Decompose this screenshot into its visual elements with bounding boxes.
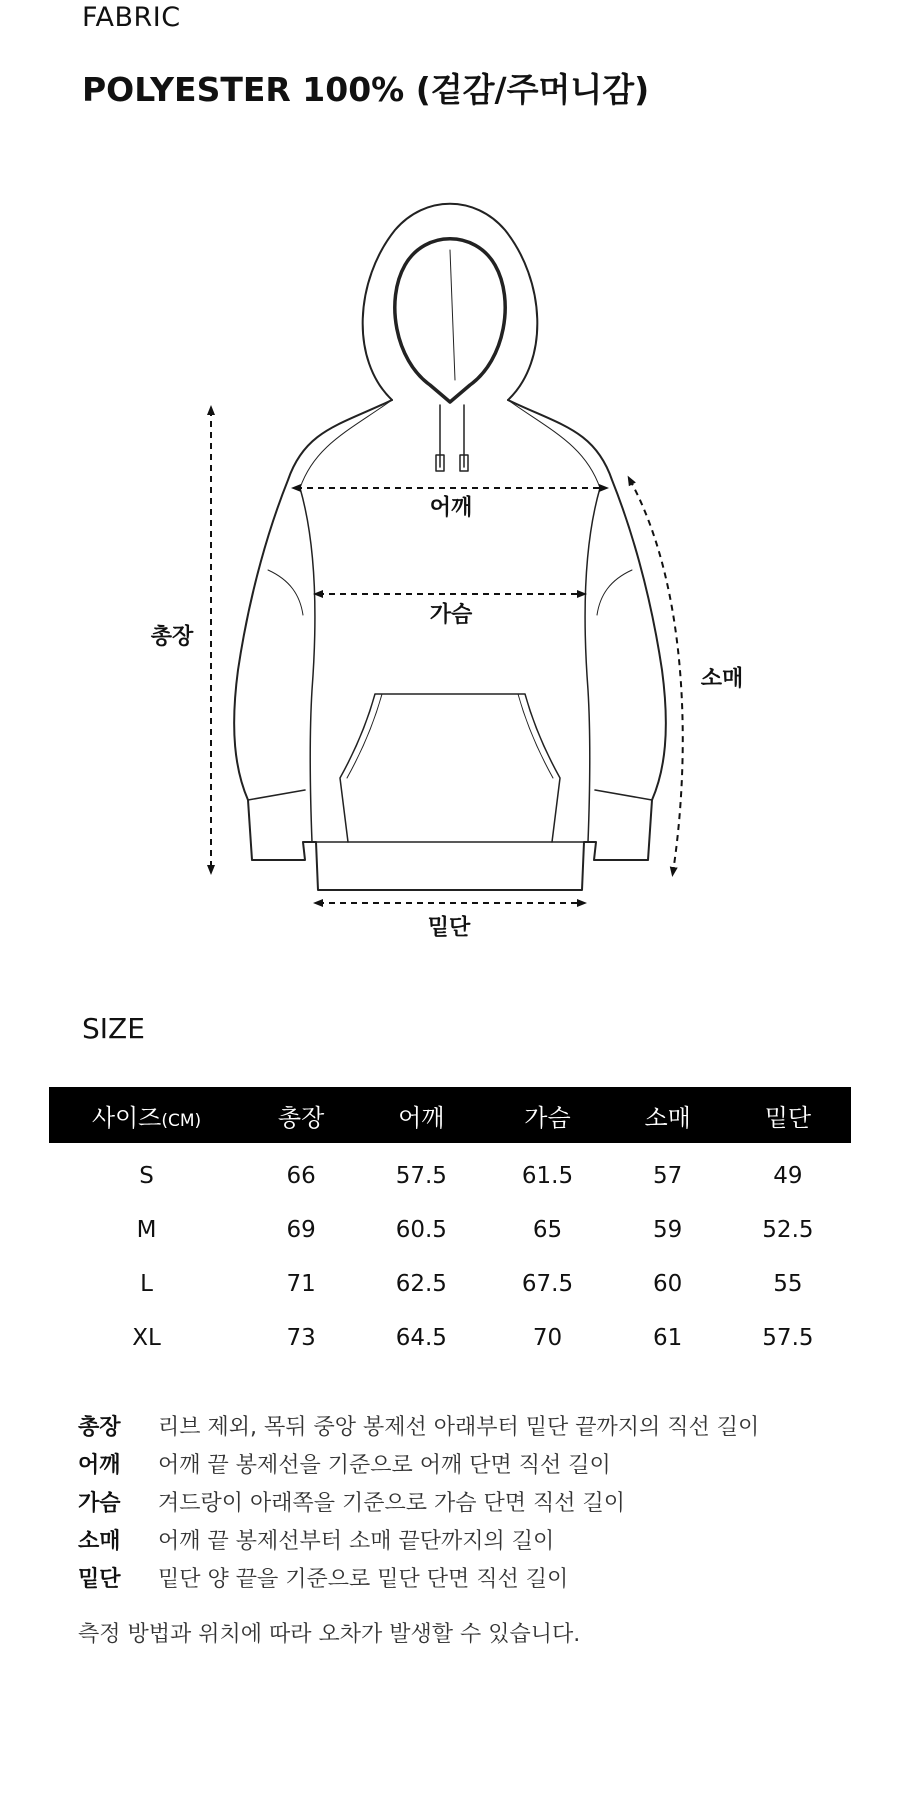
length-cell: 66: [286, 1163, 316, 1189]
header-unit: (CM): [161, 1110, 202, 1131]
sleeve-cell: 60: [653, 1271, 683, 1297]
length-cell: 71: [286, 1271, 316, 1297]
note-term: 총장: [78, 1414, 121, 1440]
hem-cell: 55: [773, 1271, 803, 1297]
size-cell: S: [139, 1163, 154, 1189]
size-cell: L: [140, 1271, 153, 1297]
header-sleeve: 소매: [611, 1087, 725, 1143]
hood-opening: [395, 239, 505, 402]
hoodie-diagram: [0, 170, 900, 970]
length-cell: 73: [286, 1325, 316, 1351]
note-row: [78, 1520, 759, 1558]
sleeve-dimension-line: [630, 480, 683, 872]
chest-cell: 67.5: [521, 1271, 574, 1297]
table-row: [49, 1203, 851, 1257]
hoodie-body-outline: [234, 400, 666, 890]
note-description: 어깨 끝 봉제선을 기준으로 어깨 단면 직선 길이: [158, 1452, 611, 1478]
hem-cell: 57.5: [762, 1325, 814, 1351]
fabric-label: FABRIC: [82, 2, 181, 33]
table-row: [49, 1311, 851, 1365]
shoulder-label: 어깨: [429, 495, 473, 521]
note-term: 가슴: [78, 1490, 121, 1516]
note-description: 겨드랑이 아래쪽을 기준으로 가슴 단면 직선 길이: [158, 1490, 626, 1516]
measurement-disclaimer: 측정 방법과 위치에 따라 오차가 발생할 수 있습니다.: [78, 1622, 581, 1647]
table-row: [49, 1257, 851, 1311]
shoulder-cell: 57.5: [395, 1163, 447, 1189]
hoodie-illustration: [0, 170, 900, 970]
note-description: 어깨 끝 봉제선부터 소매 끝단까지의 길이: [158, 1528, 555, 1554]
note-row: [78, 1482, 759, 1520]
size-cell: XL: [132, 1325, 161, 1351]
size-table: [49, 1087, 851, 1365]
chest-cell: 65: [532, 1217, 563, 1243]
hem-label: 밑단: [427, 915, 471, 941]
header-size-label: 사이즈: [91, 1103, 162, 1132]
note-term: 어깨: [78, 1452, 121, 1478]
shoulder-cell: 60.5: [395, 1217, 447, 1243]
header-shoulder: 어깨: [358, 1087, 484, 1143]
measurement-notes: [78, 1406, 759, 1596]
header-size: [49, 1087, 244, 1143]
size-section-title: SIZE: [82, 1012, 145, 1045]
sleeve-cell: 59: [653, 1217, 683, 1243]
note-description: 밑단 양 끝을 기준으로 밑단 단면 직선 길이: [158, 1566, 569, 1592]
sleeve-cell: 57: [653, 1163, 683, 1189]
note-term: 밑단: [78, 1566, 121, 1592]
length-label: 총장: [150, 624, 194, 650]
chest-cell: 61.5: [521, 1163, 574, 1189]
header-length: 총장: [244, 1087, 358, 1143]
shoulder-cell: 62.5: [395, 1271, 447, 1297]
length-cell: 69: [286, 1217, 316, 1243]
note-row: [78, 1444, 759, 1482]
hem-cell: 49: [773, 1163, 803, 1189]
note-term: 소매: [78, 1528, 121, 1554]
header-hem: 밑단: [725, 1087, 851, 1143]
hood-outer: [363, 204, 538, 400]
shoulder-cell: 64.5: [395, 1325, 447, 1351]
chest-cell: 70: [532, 1325, 563, 1351]
note-row: [78, 1406, 759, 1444]
hem-cell: 52.5: [762, 1217, 814, 1243]
chest-label: 가슴: [429, 602, 473, 628]
table-row: [49, 1143, 851, 1203]
note-row: [78, 1558, 759, 1596]
kangaroo-pocket: [340, 694, 560, 842]
note-description: 리브 제외, 목뒤 중앙 봉제선 아래부터 밑단 끝까지의 직선 길이: [158, 1414, 760, 1440]
size-table-header: [49, 1087, 851, 1143]
sleeve-cell: 61: [653, 1325, 683, 1351]
header-chest: 가슴: [484, 1087, 610, 1143]
fabric-composition: POLYESTER 100% (겉감/주머니감): [82, 70, 650, 109]
size-cell: M: [136, 1217, 157, 1243]
sleeve-label: 소매: [700, 666, 744, 692]
